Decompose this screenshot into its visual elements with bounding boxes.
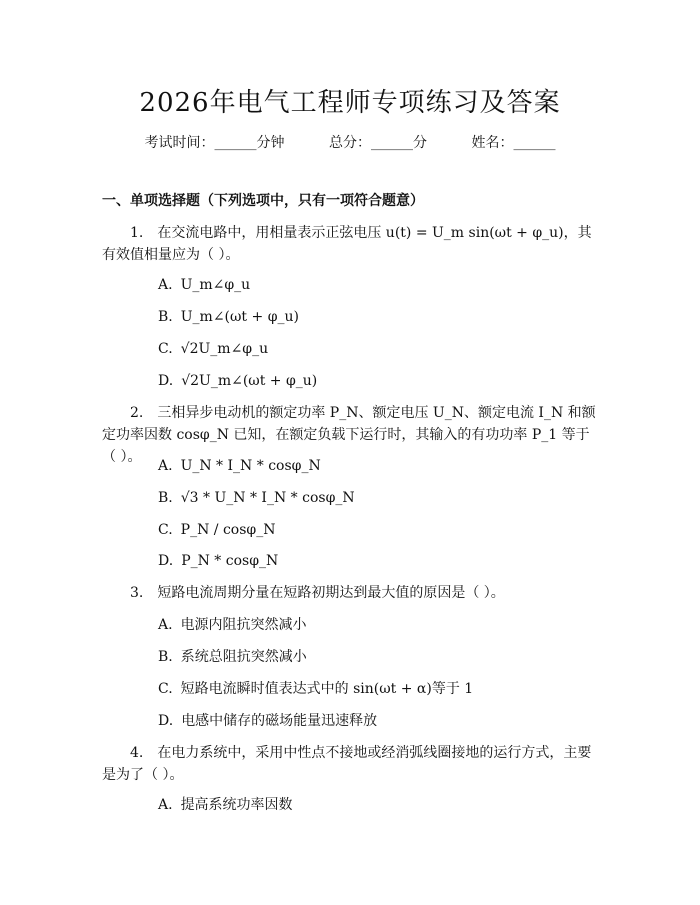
option-letter: A. (158, 458, 173, 474)
question-stem: 短路电流周期分量在短路初期达到最大值的原因是（ ）。 (157, 585, 505, 601)
option-3c (158, 679, 473, 699)
option-letter: D. (158, 553, 174, 569)
student-name: 姓名：______ (471, 135, 556, 151)
option-3a (158, 615, 307, 635)
option-letter: B. (158, 649, 173, 665)
question-stem: 三相异步电动机的额定功率 P_N、额定电压 U_N、额定电流 I_N 和额定功率因数 cosφ_N 已知，在额定负载下运行时，其输入的有功功率 P_1 等于（ ）。 (102, 405, 596, 465)
option-text: 短路电流瞬时值表达式中的 sin(ωt + α)等于 1 (180, 681, 474, 697)
option-letter: A. (158, 617, 173, 633)
option-2b (158, 488, 355, 508)
option-1c (158, 339, 268, 359)
option-letter: D. (158, 373, 174, 389)
question-4 (102, 742, 602, 786)
option-1d (158, 371, 317, 391)
option-text: √2U_m∠(ωt + φ_u) (181, 373, 318, 389)
option-2a (158, 456, 321, 476)
option-text: U_N * I_N * cosφ_N (180, 458, 321, 474)
option-1b (158, 307, 299, 327)
question-number: 3. (130, 585, 144, 601)
question-stem: 在交流电路中，用相量表示正弦电压 u(t) = U_m sin(ωt + φ_u)，其有效值相量应为（ ）。 (102, 225, 592, 263)
option-text: U_m∠(ωt + φ_u) (180, 309, 299, 325)
option-letter: B. (158, 309, 173, 325)
option-text: U_m∠φ_u (180, 277, 251, 293)
option-letter: A. (158, 277, 173, 293)
question-stem: 在电力系统中，采用中性点不接地或经消弧线圈接地的运行方式，主要是为了（ ）。 (102, 745, 592, 783)
option-text: 电感中储存的磁场能量迅速释放 (181, 713, 378, 729)
option-3d (158, 711, 377, 731)
option-letter: C. (158, 522, 173, 538)
option-text: √3 * U_N * I_N * cosφ_N (180, 490, 355, 506)
question-number: 2. (130, 405, 144, 421)
option-2d (158, 551, 278, 571)
page-title: 2026年电气工程师专项练习及答案 (139, 88, 561, 118)
question-1 (102, 222, 602, 266)
total-score: 总分：______分 (329, 135, 427, 151)
section-heading: 一、单项选择题（下列选项中，只有一项符合题意） (102, 193, 424, 209)
option-letter: C. (158, 341, 173, 357)
option-letter: B. (158, 490, 173, 506)
question-number: 1. (130, 225, 144, 241)
question-3 (102, 582, 602, 604)
option-2c (158, 520, 275, 540)
option-3b (158, 647, 307, 667)
option-text: √2U_m∠φ_u (180, 341, 269, 357)
option-1a (158, 275, 250, 295)
option-letter: A. (158, 797, 173, 813)
option-letter: D. (158, 713, 174, 729)
option-letter: C. (158, 681, 173, 697)
exam-time: 考试时间：______分钟 (144, 135, 285, 151)
option-text: 提高系统功率因数 (180, 797, 293, 813)
question-number: 4. (130, 745, 144, 761)
option-4a (158, 795, 293, 815)
option-text: P_N / cosφ_N (180, 522, 276, 538)
option-text: P_N * cosφ_N (181, 553, 279, 569)
option-text: 电源内阻抗突然减小 (180, 617, 307, 633)
option-text: 系统总阻抗突然减小 (180, 649, 307, 665)
exam-meta (0, 132, 700, 152)
